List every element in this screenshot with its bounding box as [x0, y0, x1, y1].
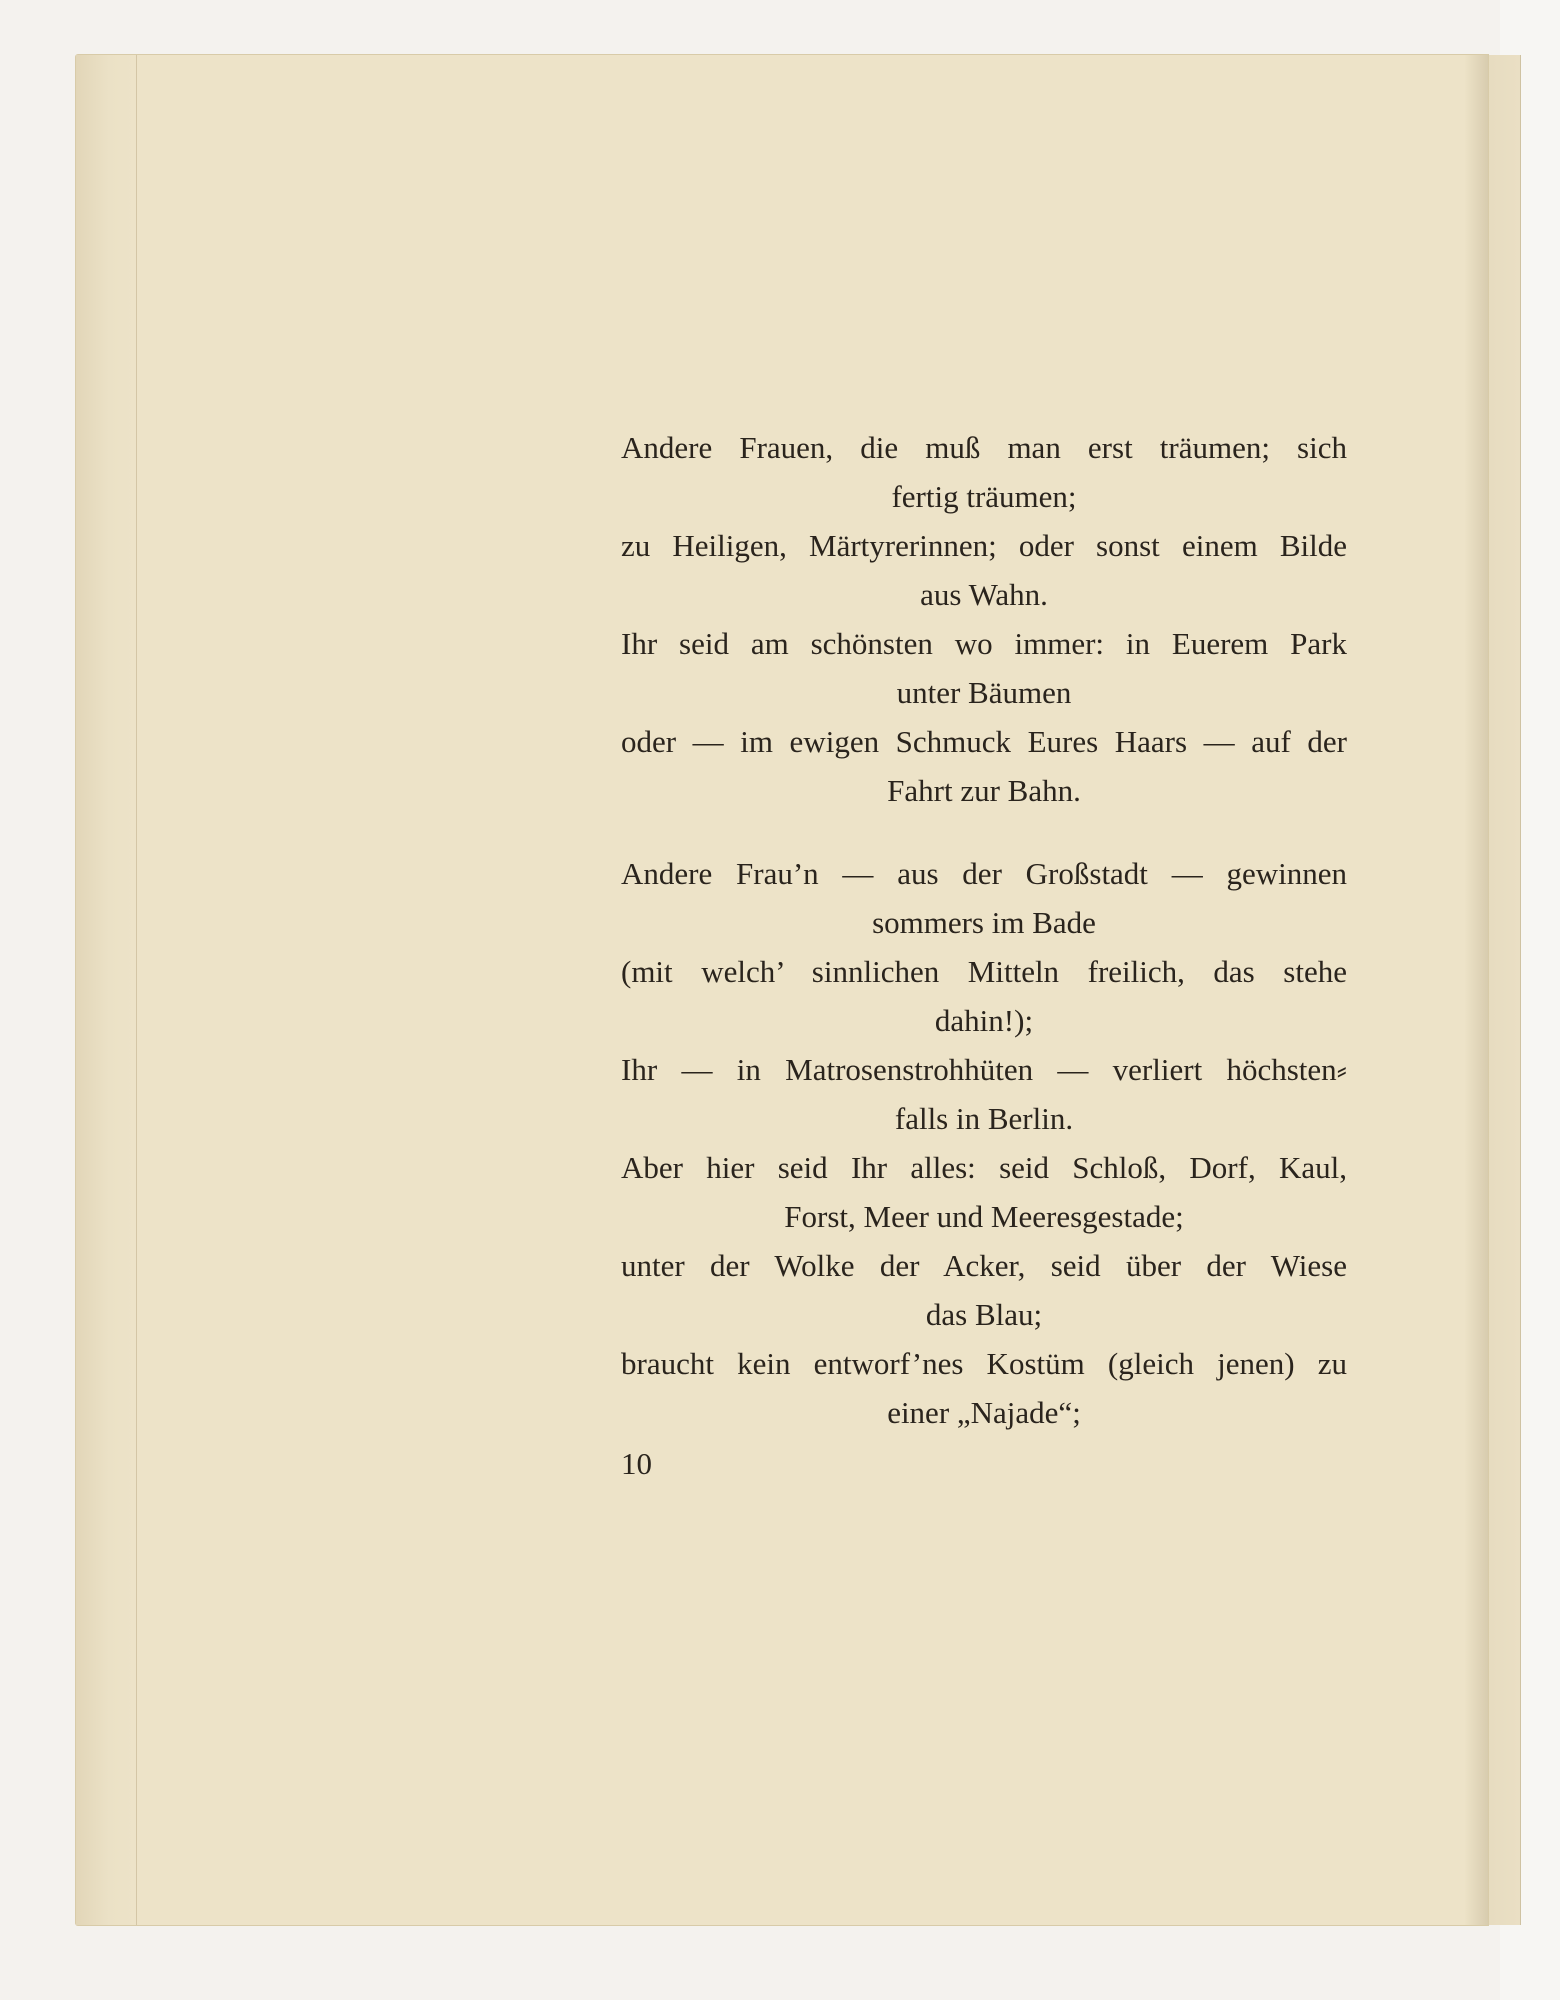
poem-line: Fahrt zur Bahn.: [887, 773, 1081, 808]
poem-line: Andere Frau’n — aus der Großstadt — gewinnen: [621, 856, 1347, 891]
poem-line: aus Wahn.: [920, 577, 1048, 612]
poem-line: Forst, Meer und Meeresgestade;: [784, 1199, 1184, 1234]
poem-line: braucht kein entworf’nes Kostüm (gleich jenen) zu: [621, 1346, 1347, 1381]
stanza-2: [621, 849, 1347, 1437]
poem-line: einer „Najade“;: [887, 1395, 1081, 1430]
poem-text: [621, 423, 1347, 1437]
poem-line: Andere Frauen, die muß man erst träumen; sich: [621, 430, 1347, 465]
page-number: 10: [621, 1446, 652, 1481]
gutter-shadow: [1464, 55, 1488, 1925]
poem-line: unter Bäumen: [896, 675, 1072, 710]
stanza-gap: [621, 815, 1347, 849]
poem-line: sommers im Bade: [872, 905, 1096, 940]
poem-line: Ihr seid am schönsten wo immer: in Euerem Park: [621, 626, 1347, 661]
poem-line: dahin!);: [934, 1003, 1034, 1038]
poem-line: zu Heiligen, Märtyrerinnen; oder sonst einem Bilde: [621, 528, 1347, 563]
poem-line: unter der Wolke der Acker, seid über der Wiese: [621, 1248, 1347, 1283]
deckle-edge: [76, 55, 137, 1925]
poem-line: fertig träumen;: [891, 479, 1077, 514]
poem-line: oder — im ewigen Schmuck Eures Haars — auf der: [621, 724, 1347, 759]
poem-line: Ihr — in Matrosenstrohhüten — verliert höchsten⸗: [621, 1052, 1347, 1087]
poem-line: das Blau;: [925, 1297, 1043, 1332]
book-page: [76, 55, 1488, 1925]
poem-line: Aber hier seid Ihr alles: seid Schloß, Dorf, Kaul,: [621, 1150, 1347, 1185]
stanza-1: [621, 423, 1347, 815]
poem-line: falls in Berlin.: [894, 1101, 1074, 1136]
poem-line: (mit welch’ sinnlichen Mitteln freilich, das stehe: [621, 954, 1347, 989]
